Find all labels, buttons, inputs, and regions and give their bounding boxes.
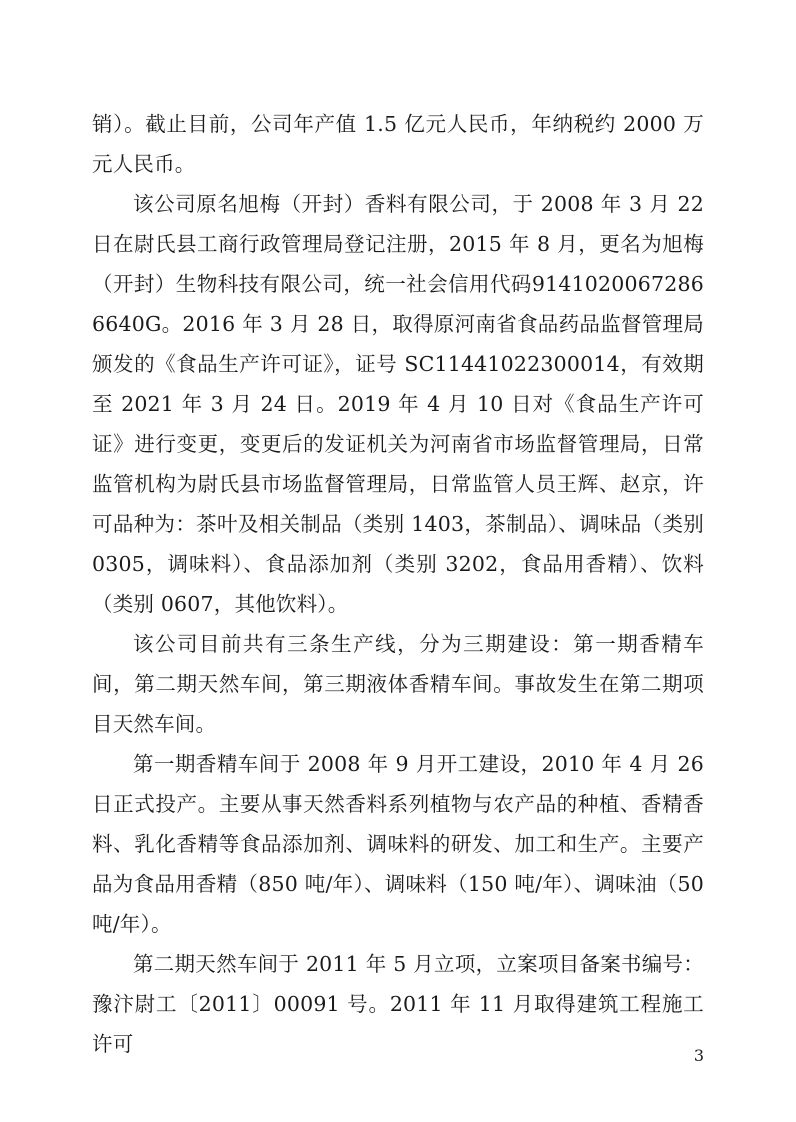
document-body [92,104,704,1064]
page-number: 3 [693,1046,704,1065]
paragraph-3: 该公司目前共有三条生产线，分为三期建设：第一期香精车间，第二期天然车间，第三期液体香精车间。事故发生在第二期项目天然车间。 [92,632,704,736]
paragraph-1: 销）。截止目前，公司年产值 1.5 亿元人民币，年纳税约 2000 万元人民币。 [92,112,704,176]
paragraph-4: 第一期香精车间于 2008 年 9 月开工建设，2010 年 4 月 26 日正式投产。主要从事天然香料系列植物与农产品的种植、香精香料、乳化香精等食品添加剂、调味料的研发、加工和生产。主要产品为食品用香精（850 吨/年）、调味料（150 吨/年）、调味油（50 吨/年）。 [92,752,704,936]
paragraph-5: 第二期天然车间于 2011 年 5 月立项，立案项目备案书编号：豫汴尉工〔2011〕00091 号。2011 年 11 月取得建筑工程施工许可 [92,952,704,1056]
paragraph-2: 该公司原名旭梅（开封）香料有限公司，于 2008 年 3 月 22 日在尉氏县工商行政管理局登记注册，2015 年 8 月，更名为旭梅（开封）生物科技有限公司，统一社会信用代码91410200672866640G。2016 年 3 月 28 日，取得原河南省食品药品监督管理局颁发的《食品生产许可证》，证号 SC11441022300014，有效期至 2021 年 3 月 24 日。2019 年 4 月 10 日对《食品生产许可证》进行变更，变更后的发证机关为河南省市场监督管理局，日常监管机构为尉氏县市场监督管理局，日常监管人员王辉、赵京，许可品种为：茶叶及相关制品（类别 1403，茶制品）、调味品（类别 0305，调味料）、食品添加剂（类别 3202，食品用香精）、饮料（类别 0607，其他饮料）。 [92,192,704,616]
